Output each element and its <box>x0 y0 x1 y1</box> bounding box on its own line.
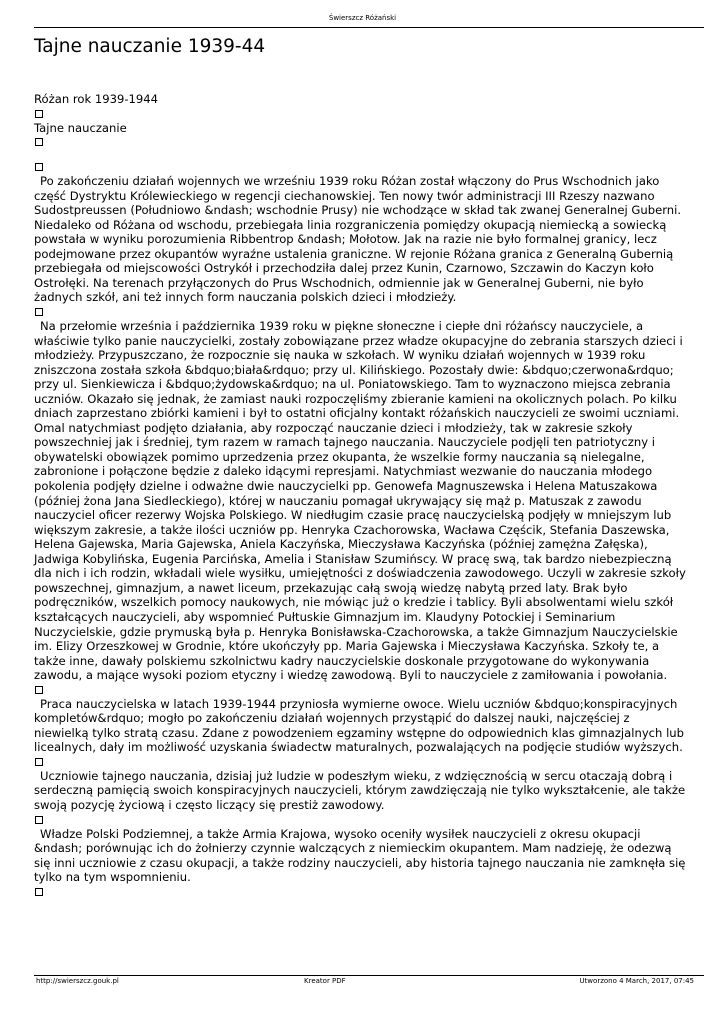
paragraph-5: Władze Polski Podziemnej, a także Armia Krajowa, wysoko oceniły wysiłek nauczycieli z okresu okupacji &ndash; porównując ich do żołnierzy czynnie walczących z niemieckim okupantem. Mam nadzieję, że odezwą się inni uczniowie z czasu okupacji, a także rodziny nauczycieli, aby historia tajnego nauczania nie zamknęła się tylko na tym wspomnieniu. <box>34 826 686 885</box>
missing-glyph-box-icon <box>35 110 43 118</box>
article-body <box>34 92 686 899</box>
document-title: Tajne nauczanie 1939-44 <box>34 36 266 57</box>
missing-glyph-box-icon <box>35 308 43 316</box>
footer-generator: Kreator PDF <box>304 977 346 985</box>
missing-glyph-box-icon <box>35 758 43 766</box>
footer-created-date: Utworzono 4 March, 2017, 07:45 <box>579 977 694 985</box>
paragraph-4: Uczniowie tajnego nauczania, dzisiaj już ludzie w podeszłym wieku, z wdzięcznością w sercu otaczają dobrą i serdeczną pamięcią swoich konspiracyjnych nauczycieli, którym zawdzięczają nie tylko wykształcenie, ale także swoją pozycję życiową i często liczący się prestiż zawodowy. <box>34 768 686 812</box>
page-header-site-name: Świerszcz Różański <box>328 14 397 22</box>
subtitle-topic: Tajne nauczanie <box>34 120 127 135</box>
footer-divider <box>34 975 704 976</box>
missing-glyph-box-icon <box>35 686 43 694</box>
paragraph-3: Praca nauczycielska w latach 1939-1944 przyniosła wymierne owoce. Wielu uczniów &bdquo;konspiracyjnych kompletów&rdquo; mogło po zakończeniu działań wojennych przystąpić do dalszej nauki, najczęściej z niewielką tylko stratą czasu. Zdane z powodzeniem egzaminy wstępne do odpowiednich klas gimnazjalnych lub licealnych, dały im możliwość uzyskania świadectw maturalnych, pozwalających na podjęcie studiów wyższych. <box>34 696 685 755</box>
missing-glyph-box-icon <box>35 138 43 146</box>
header-divider <box>34 27 704 28</box>
missing-glyph-box-icon <box>35 816 43 824</box>
paragraph-2: Na przełomie września i października 1939 roku w piękne słoneczne i ciepłe dni różańscy nauczyciele, a właściwie tylko panie nauczycielki, zostały zobowiązane przez władze okupacyjne do zebrania starszych dzieci i młodzieży. Przypuszczano, że rozpocznie się nauka w szkołach. W wyniku działań wojennych w 1939 roku zniszczona została szkoła &bdquo;biała&rdquo; przy ul. Kilińskiego. Pozostały dwie: &bdquo;czerwona&rdquo; przy ul. Sienkiewicza i &bdquo;żydowska&rdquo; na ul. Poniatowskiego. Tam to wyznaczono miejsca zebrania uczniów. Okazało się jednak, że zamiast nauki rozpoczęliśmy zbieranie kamieni na okolicznych polach. Po kilku dniach zaprzestano zbiórki kamieni i był to ostatni oficjalny kontakt różańskich nauczycieli ze swoimi uczniami. Omal natychmiast podjęto działania, aby rozpocząć nauczanie dzieci i młodzieży, tak w zakresie szkoły powszechniej jak i średniej, tym razem w ramach tajnego nauczania. Nauczyciele podjęli ten patriotyczny i obywatelski obowiązek pomimo uprzedzenia przez okupanta, że wszelkie formy nauczania są nielegalne, zabronione i połączone będzie z daleko idącymi represjami. Natychmiast wezwanie do nauczania młodego pokolenia podjęły dzielne i odważne dwie nauczycielki pp. Genowefa Magnuszewska i Helena Matuszakowa (później żona Jana Siedleckiego), której w nauczaniu pomagał ukrywający się mąż p. Matuszak z zawodu nauczyciel oficer rezerwy Wojska Polskiego. W niedługim czasie pracę nauczycielską podjęły w mniejszym lub większym zakresie, a także ilości uczniów pp. Henryka Czachorowska, Wacława Częścik, Stefania Daszewska, Helena Gajewska, Maria Gajewska, Aniela Kaczyńska, Mieczysława Kaczyńska (później zamężna Załęska), Jadwiga Kobylińska, Eugenia Parcińska, Amelia i Stanisław Szumińscy. W pracę swą, tak bardzo niebezpieczną dla nich i ich rodzin, wkładali wiele wysiłku, umiejętności z doświadczenia zawodowego. Uczyli w zakresie szkoły powszechnej, gimnazjum, a nawet liceum, przekazując całą swoją wiedzę nabytą przed laty. Brak było podręczników, wszelkich pomocy naukowych, nie mówiąc już o kredzie i tablicy. Byli absolwentami wielu szkół kształcących nauczycieli, aby wspomnieć Pułtuskie Gimnazjum im. Klaudyny Potockiej i Seminarium Nuczycielskie, gdzie prymuską była p. Henryka Bonisławska-Czachorowska, a także Gimnazjum Nauczycielskie im. Elizy Orzeszkowej w Grodnie, które ukończyły pp. Maria Gajewska i Mieczysława Kaczyńska. Szkoły te, a także inne, dawały polskiemu szkolnictwu kadry nauczycielskie doskonale przygotowane do wykonywania zawodu, a mające wysoki poziom etyczny i wiedzę zawodową. Byli to nauczyciele z zamiłowania i powołania. <box>34 319 686 683</box>
missing-glyph-box-icon <box>35 163 43 171</box>
spacer <box>34 149 686 160</box>
subtitle-location-years: Różan rok 1939-1944 <box>34 92 159 106</box>
missing-glyph-box-icon <box>35 888 43 896</box>
paragraph-1: Po zakończeniu działań wojennych we wrześniu 1939 roku Różan został włączony do Prus Wschodnich jako część Dystryktu Królewieckiego w regencji ciechanowskiej. Ten nowy twór administracji III Rzeszy nazwano Sudostpreussen (Południowo &ndash; wschodnie Prusy) nie wchodzące w skład tak zwanej Generalnej Guberni. Niedaleko od Różana od wschodu, przebiegała linia rozgraniczenia pomiędzy okupacją niemiecką a sowiecką powstała w wyniku porozumienia Ribbentrop &ndash; Mołotow. Jak na razie nie było formalnej granicy, lecz podejmowane przez okupantów wyraźne ustalenia graniczne. W rejonie Różana granica z Generalną Gubernią przebiegała od miejscowości Ostrykół i przechodziła dalej przez Kunin, Czarnowo, Szczawin do Kaczyn koło Ostrołęki. Na terenach przyłączonych do Prus Wschodnich, odmiennie jak w Generalnej Guberni, nie było żadnych szkół, ani też innych form nauczania polskich dzieci i młodzieży. <box>34 174 682 305</box>
footer-url-link[interactable]: http://swierszcz.gouk.pl <box>36 977 119 985</box>
